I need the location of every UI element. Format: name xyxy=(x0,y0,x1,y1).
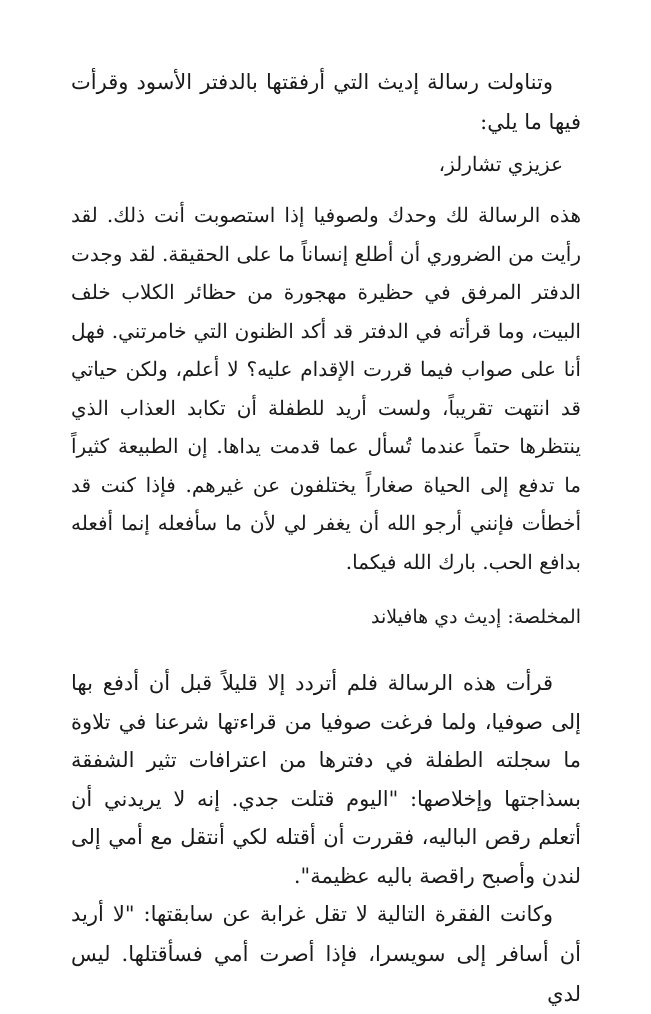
letter-salutation: عزيزي تشارلز، xyxy=(438,152,563,176)
letter-body: هذه الرسالة لك وحدك ولصوفيا إذا استصوبت أنت ذلك. لقد رأيت من الضروري أن أطلع إنساناً ما على الحقيقة. لقد وجدت الدفتر المرفق في حظيرة مهجورة من حظائر الكلاب خلف البيت، وما قرأته في الدفتر قد أكد الظنون التي خامرتني. فهل أنا على صواب فيما قررت الإقدام عليه؟ لا أعلم، ولكن حياتي قد انتهت تقريباً، ولست أريد للطفلة أن تكابد العذاب الذي ينتظرها حتماً عندما تُسأل عما قدمت يداها. إن الطبيعة كثيراً ما تدفع إلى الحياة صغاراً يختلفون عن غيرهم. فإذا كنت قد أخطأت فإنني أرجو الله أن يغفر لي لأن ما سأفعله إنما أفعله بدافع الحب. بارك الله فيكما. xyxy=(71,203,581,574)
paragraph-3: وكانت الفقرة التالية لا تقل غرابة عن سابقتها: "لا أريد أن أسافر إلى سويسرا، فإذا أصرت أمي فسأقتلها. ليس لدي xyxy=(71,902,581,1006)
letter-signature: المخلصة: إديث دي هافيلاند xyxy=(370,606,581,628)
intro-paragraph: وتناولت رسالة إديث التي أرفقتها بالدفتر الأسود وقرأت فيها ما يلي: xyxy=(71,70,581,134)
paragraph-2: قرأت هذه الرسالة فلم أتردد إلا قليلاً قبل أن أدفع بها إلى صوفيا، ولما فرغت صوفيا من قراءتها شرعنا في تلاوة ما سجلته الطفلة في دفترها من اعترافات تثير الشفقة بسذاجتها وإخلاصها: "اليوم قتلت جدي. إنه لا يريدني أن أتعلم رقص الباليه، فقررت أن أقتله لكي أنتقل مع أمي إلى لندن وأصبح راقصة باليه عظيمة". xyxy=(71,671,581,888)
